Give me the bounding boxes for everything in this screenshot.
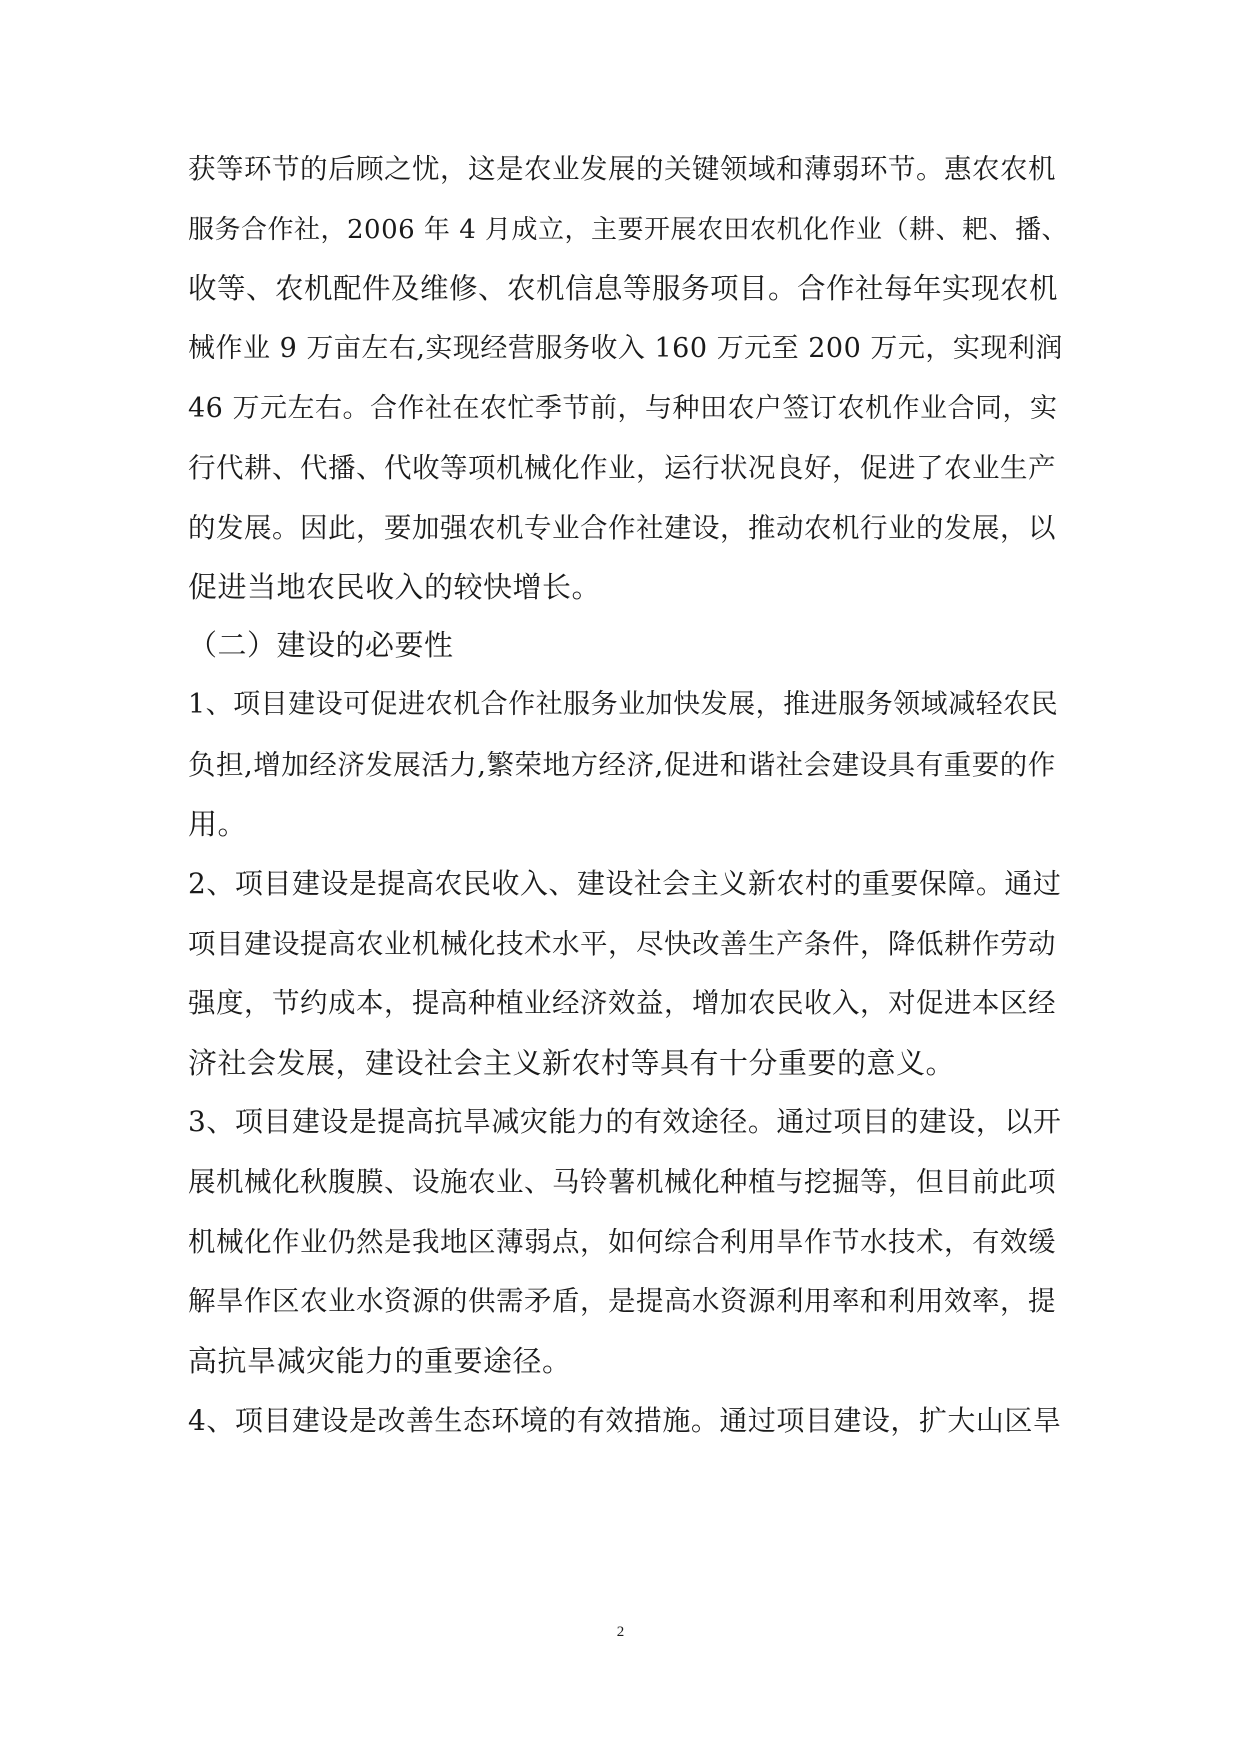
text-line: 1、项目建设可促进农机合作社服务业加快发展，推进服务领域减轻农民 [188, 689, 1059, 720]
text-line: 项目建设提高农业机械化技术水平，尽快改善生产条件，降低耕作劳动 [188, 928, 1056, 960]
text-line: 负担,增加经济发展活力,繁荣地方经济,促进和谐社会建设具有重要的作 [188, 749, 1056, 781]
text-line: 收等、农机配件及维修、农机信息等服务项目。合作社每年实现农机 [188, 272, 1059, 305]
text-line: 4、项目建设是改善生态环境的有效措施。通过项目建设，扩大山区旱 [188, 1404, 1062, 1437]
text-line: 械作业 9 万亩左右,实现经营服务收入 160 万元至 200 万元，实现利润 [188, 333, 1063, 364]
text-line: 服务合作社，2006 年 4 月成立，主要开展农田农机化作业（耕、耙、播、 [188, 215, 1069, 245]
text-line: 行代耕、代播、代收等项机械化作业，运行状况良好，促进了农业生产 [188, 452, 1056, 484]
text-line: 高抗旱减灾能力的重要途径。 [188, 1344, 572, 1378]
section-heading: （二）建设的必要性 [188, 628, 454, 662]
text-line: 的发展。因此，要加强农机专业合作社建设，推动农机行业的发展，以 [188, 512, 1056, 544]
page-number: 2 [616, 1624, 625, 1640]
text-line: 济社会发展，建设社会主义新农村等具有十分重要的意义。 [188, 1046, 956, 1080]
text-line: 促进当地农民收入的较快增长。 [188, 570, 602, 604]
text-line: 强度，节约成本，提高种植业经济效益，增加农民收入，对促进本区经 [188, 987, 1056, 1019]
text-line: 2、项目建设是提高农民收入、建设社会主义新农村的重要保障。通过 [188, 867, 1062, 900]
text-line: 机械化作业仍然是我地区薄弱点，如何综合利用旱作节水技术，有效缓 [188, 1226, 1056, 1258]
text-line: 3、项目建设是提高抗旱减灾能力的有效途径。通过项目的建设，以开 [188, 1105, 1062, 1138]
text-line: 解旱作区农业水资源的供需矛盾，是提高水资源利用率和利用效率，提 [188, 1285, 1056, 1317]
text-line: 获等环节的后顾之忧，这是农业发展的关键领域和薄弱环节。惠农农机 [188, 153, 1056, 185]
text-line: 用。 [188, 807, 248, 841]
text-line: 展机械化秋腹膜、设施农业、马铃薯机械化种植与挖掘等，但目前此项 [188, 1166, 1056, 1198]
text-line: 46 万元左右。合作社在农忙季节前，与种田农户签订农机作业合同，实 [188, 393, 1058, 424]
